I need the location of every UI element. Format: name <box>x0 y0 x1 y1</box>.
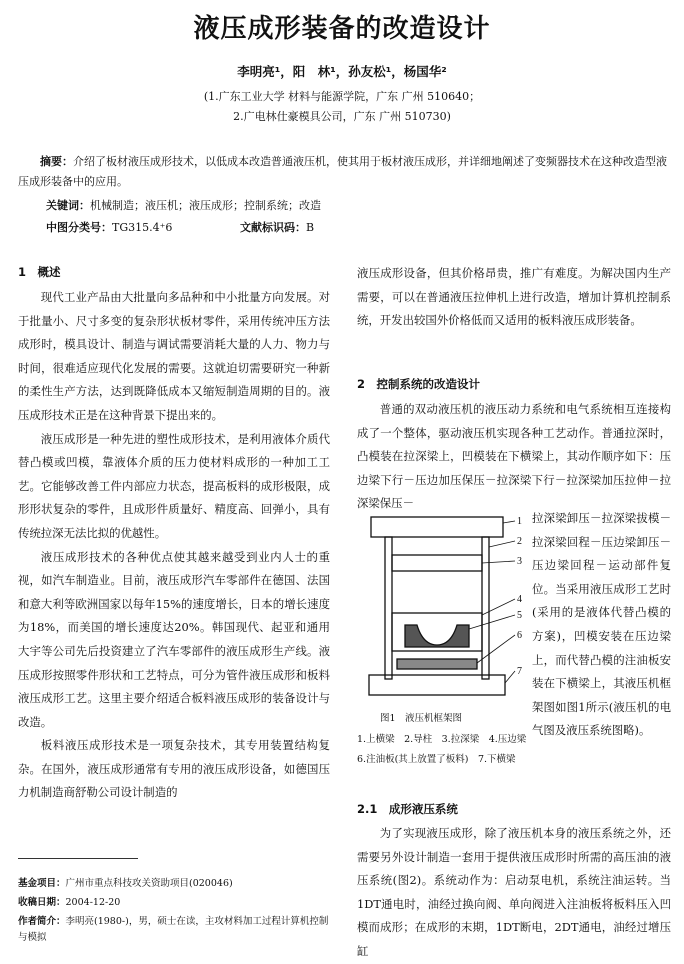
figure-number-label: 2 <box>517 536 522 547</box>
document-code <box>240 219 314 235</box>
keywords-label: 关键词： <box>46 199 90 212</box>
figure-number-label: 6 <box>517 630 522 641</box>
figure-legend: 1.上横梁 2.导柱 3.拉深梁 4.压边梁 6.注油板(其上放置了板料) 7.下横梁 <box>357 734 536 765</box>
paragraph: 现代工业产品由大批量向多品种和中小批量方向发展。对于批量小、尺寸多变的复杂形状板材零件，采用传统冲压方法成形时，模具设计、制造与调试需要消耗大量的人力、物力与时间，很难适应现代化发展的需要。这就迫切需要研究一种新的柔性生产方法，达到既降低成本又缩短制造周期的目的。液压成形技术正是在这种背景下提出来的。 <box>18 290 330 422</box>
right-column-intro: 液压成形设备，但其价格昂贵，推广有难度。为解决国内生产需要，可以在普通液压拉伸机上进行改造，增加计算机控制系统，开发出较国外价格低而又适用的板料液压成形装备。 <box>357 266 671 328</box>
section-2-paragraph-wrap: 拉深梁卸压－拉深梁拔模－拉深梁回程－压边梁卸压－压边梁回程－运动部件复位。当采用液压成形工艺时(采用的是液体代替凸模的方案)，凹模安装在压边梁上，而代替凸模的注油板安装在下横梁上，其液压机框架图如图1所示(液压机的电气图及液压系统图略)。 <box>532 511 671 738</box>
doc-code-value: B <box>306 221 315 234</box>
paragraph: 板料液压成形技术是一项复杂技术，其专用装置结构复杂。在国外，液压成形通常有专用的液压成形设备，如德国压力机制造商舒勒公司设计制造的 <box>18 738 330 800</box>
abstract-text: 介绍了板材液压成形技术，以低成本改造普通液压机，使其用于板材液压成形，并详细地阐述了变频器技术在这种改造型液压成形装备中的应用。 <box>18 155 667 188</box>
upper-crossbeam-shape <box>371 517 503 537</box>
affiliation-line-1: (1.广东工业大学 材料与能源学院，广东 广州 510640； <box>203 90 481 103</box>
abstract-label: 摘要： <box>40 155 73 168</box>
figure-number-label: 4 <box>517 594 522 605</box>
clc-value: TG315.4⁺6 <box>112 221 173 234</box>
footnote-date <box>18 895 330 911</box>
doc-code-label: 文献标识码： <box>240 221 306 234</box>
clc-label: 中图分类号： <box>46 221 112 234</box>
fund-text: 广州市重点科技攻关资助项目(020046) <box>65 878 233 889</box>
date-text: 2004-12-20 <box>65 897 121 908</box>
author-list: 李明亮¹，阳 林¹，孙友松¹，杨国华² <box>237 64 447 79</box>
die-shape <box>405 625 469 647</box>
figure-caption: 图1 液压机框架图 <box>380 713 463 724</box>
figure-number-label: 3 <box>517 556 522 567</box>
guide-post-left <box>385 537 392 679</box>
subsection-2-1-heading: 2.1 成形液压系统 <box>357 802 458 816</box>
paper-title: 液压成形装备的改造设计 <box>193 14 491 44</box>
guide-post-right <box>482 537 489 679</box>
author-bio-label: 作者简介： <box>18 916 66 927</box>
lower-crossbeam-shape <box>369 675 505 695</box>
abstract <box>18 152 670 192</box>
left-column-body <box>18 286 330 805</box>
section-2-paragraph: 普通的双动液压机的液压动力系统和电气系统相互连接构成了一个整体，驱动液压机实现各种工艺动作。普通拉深时，凸模装在拉深梁上，凹模装在下横梁上，其动作顺序如下：压边梁下行－压边加压保压－拉深梁下行－拉深梁加压拉伸－拉深梁保压－ <box>357 402 671 511</box>
author-bio-text: 李明亮(1980-)，男，硕士在读，主攻材料加工过程计算机控制与模拟 <box>18 916 329 943</box>
figure-number-label: 7 <box>517 666 522 677</box>
paragraph: 液压成形是一种先进的塑性成形技术，是利用液体介质代替凸模或凹模，靠液体介质的压力使材料成形的一种加工工艺。它能够改善工件内部应力状态，提高板料的成形极限，成形形状复杂的零件，且成形件质量好、精度高、回弹小，具有传统拉深无法比拟的优越性。 <box>18 431 330 540</box>
classification-number <box>46 219 172 235</box>
drawing-beam-shape <box>392 555 482 571</box>
keywords-text: 机械制造；液压机；液压成形；控制系统；改造 <box>90 199 321 212</box>
footnote-rule <box>18 858 138 859</box>
footnote-fund <box>18 876 330 892</box>
section-1-heading: 1 概述 <box>18 265 61 279</box>
affiliation-line-2: 2.广电林仕豪模具公司，广东 广州 510730) <box>233 110 451 123</box>
footnote-author <box>18 914 330 946</box>
paragraph: 液压成形技术的各种优点使其越来越受到业内人士的重视，如汽车制造业。目前，液压成形汽车零部件在德国、法国和意大利等欧洲国家以每年15%的速度增长，日本的增长速度为18%，而美国的增长速度达20%。韩国现代、起亚和通用大宇等公司先后投资建立了汽车零部件的液压成形生产线。液压成形按照零件形状和工艺特点，可分为管件液压成形和板料液压成形工艺。这里主要介绍适合板料液压成形的装备设计与改造。 <box>18 549 330 729</box>
figure-number-label: 5 <box>517 610 522 621</box>
subsection-2-1-paragraph: 为了实现液压成形，除了液压机本身的液压系统之外，还需要另外设计制造一套用于提供液压成形时所需的高压油的液压系统(图2)。系统动作为：启动泵电机，系统注油运转。当1DT通电时，油经过换向阀、单向阀进入注油板将板料压入凹模而成形；在成形的末期，1DT断电，2DT通电，油经过增压缸 <box>357 826 671 958</box>
section-2-heading: 2 控制系统的改造设计 <box>357 377 481 391</box>
oil-plate-shape <box>397 659 477 669</box>
date-label: 收稿日期： <box>18 897 66 908</box>
figure-number-label: 1 <box>517 516 522 527</box>
hydraulic-press-frame-figure <box>357 511 527 699</box>
keywords <box>46 197 321 213</box>
fund-label: 基金项目： <box>18 878 66 889</box>
